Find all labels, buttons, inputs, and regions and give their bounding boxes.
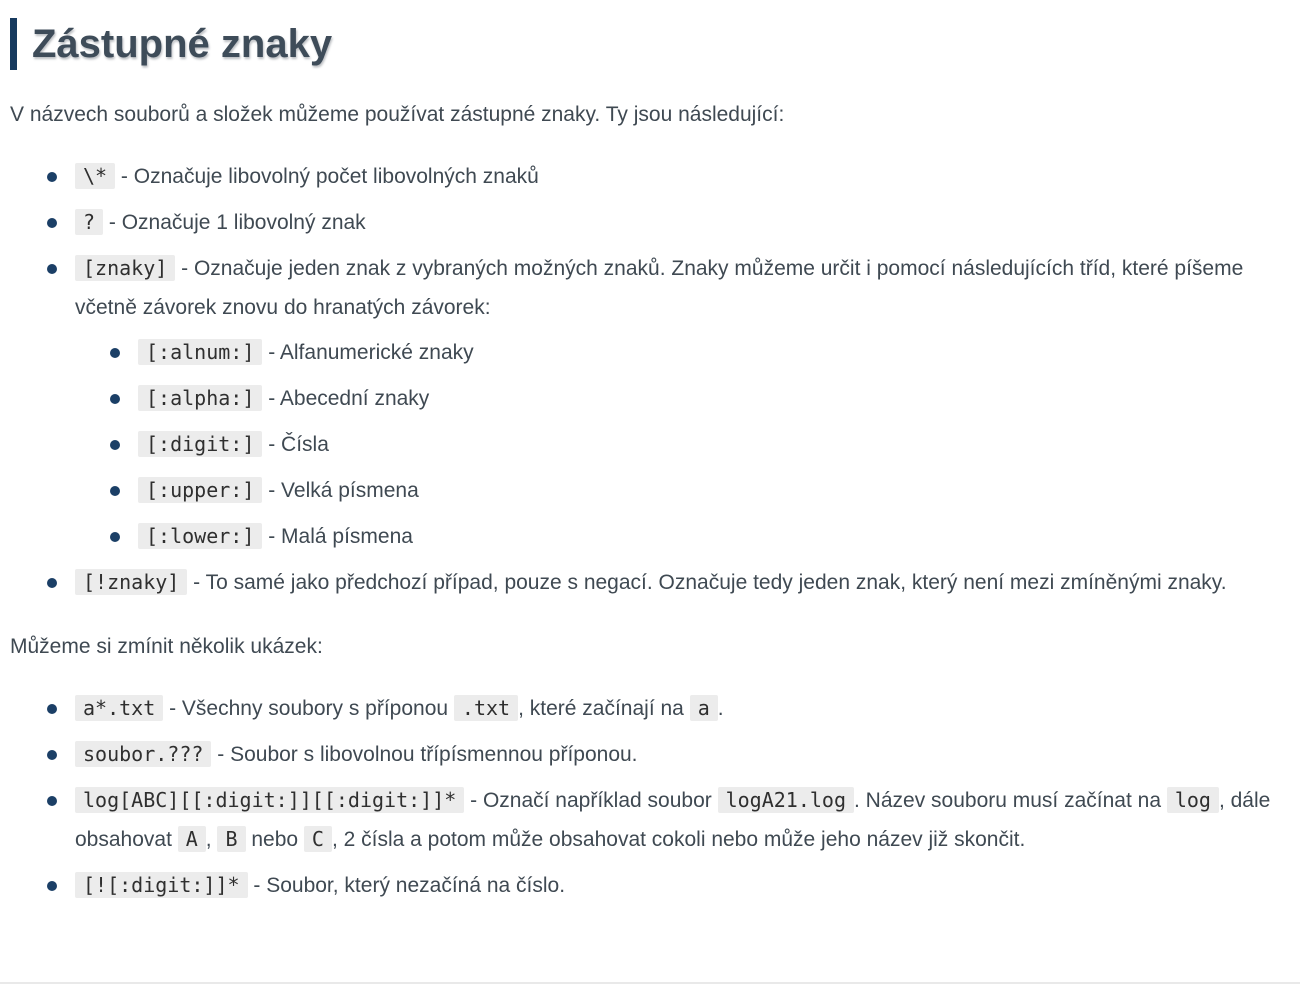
examples-intro-paragraph: Můžeme si zmínit několik ukázek: bbox=[10, 635, 323, 658]
list-item bbox=[47, 563, 1288, 602]
inline-code: logA21.log bbox=[718, 787, 854, 813]
list-item bbox=[47, 157, 1288, 196]
list-item bbox=[47, 689, 1288, 728]
list-item-text: - Soubor, který nezačíná na číslo. bbox=[247, 874, 566, 897]
list-item-text: - Označí například soubor bbox=[464, 789, 718, 812]
inline-code: .txt bbox=[454, 695, 518, 721]
inline-code: ? bbox=[75, 209, 103, 235]
list-item-text: - Všechny soubory s příponou bbox=[163, 697, 454, 720]
list-item-text: . bbox=[717, 697, 724, 720]
list-item-text: , bbox=[205, 828, 218, 851]
wildcards-list bbox=[10, 157, 1288, 602]
list-item-text: - Označuje 1 libovolný znak bbox=[103, 211, 366, 234]
list-item bbox=[110, 425, 1288, 464]
page-title: Zástupné znaky bbox=[32, 22, 333, 66]
list-item bbox=[110, 333, 1288, 372]
inline-code: log bbox=[1167, 787, 1219, 813]
intro-paragraph: V názvech souborů a složek můžeme používat zástupné znaky. Ty jsou následující: bbox=[10, 103, 785, 126]
list-item bbox=[47, 781, 1288, 859]
inline-code: B bbox=[217, 826, 245, 852]
list-item-text: - Alfanumerické znaky bbox=[262, 341, 474, 364]
list-item bbox=[110, 517, 1288, 556]
list-item bbox=[47, 249, 1288, 556]
list-item-text: , které začínají na bbox=[518, 697, 690, 720]
inline-code: log[ABC][[:digit:]][[:digit:]]* bbox=[75, 787, 464, 813]
list-item bbox=[47, 203, 1288, 242]
inline-code: [!znaky] bbox=[75, 569, 187, 595]
list-item bbox=[47, 866, 1288, 905]
inline-code: [:lower:] bbox=[138, 523, 262, 549]
inline-code: [:alnum:] bbox=[138, 339, 262, 365]
list-item-text: - To samé jako předchozí případ, pouze s negací. Označuje tedy jeden znak, který není mezi zmíněnými znaky. bbox=[187, 571, 1227, 594]
inline-code: [![:digit:]]* bbox=[75, 872, 248, 898]
examples-list bbox=[10, 689, 1288, 905]
list-item-text: - Abecední znaky bbox=[262, 387, 430, 410]
inline-code: soubor.??? bbox=[75, 741, 211, 767]
list-item-text: - Malá písmena bbox=[262, 525, 413, 548]
page-header bbox=[10, 18, 1288, 70]
list-item-text: - Označuje libovolný počet libovolných znaků bbox=[115, 165, 539, 188]
inline-code: [:digit:] bbox=[138, 431, 262, 457]
list-item-text: . Název souboru musí začínat na bbox=[854, 789, 1167, 812]
inline-code: [znaky] bbox=[75, 255, 175, 281]
list-item-text: - Označuje jeden znak z vybraných možných znaků. Znaky můžeme určit i pomocí následujících tříd, které píšeme včetně závorek znovu do hranatých závorek: bbox=[75, 257, 1244, 319]
list-item-text: - Velká písmena bbox=[262, 479, 419, 502]
inline-code: a*.txt bbox=[75, 695, 163, 721]
inline-code: [:alpha:] bbox=[138, 385, 262, 411]
list-item-text: - Soubor s libovolnou třípísmennou příponou. bbox=[211, 743, 638, 766]
list-item bbox=[110, 379, 1288, 418]
inline-code: a bbox=[690, 695, 718, 721]
list-item bbox=[47, 735, 1288, 774]
inline-code: \* bbox=[75, 163, 115, 189]
list-item-text: nebo bbox=[245, 828, 304, 851]
list-item-text: , dále obsahovat bbox=[75, 789, 1271, 851]
nested-list bbox=[75, 333, 1288, 556]
list-item bbox=[110, 471, 1288, 510]
list-item-text: , 2 čísla a potom může obsahovat cokoli nebo může jeho název již skončit. bbox=[331, 828, 1026, 851]
list-item-text: - Čísla bbox=[262, 433, 329, 456]
inline-code: [:upper:] bbox=[138, 477, 262, 503]
inline-code: A bbox=[178, 826, 206, 852]
inline-code: C bbox=[304, 826, 332, 852]
